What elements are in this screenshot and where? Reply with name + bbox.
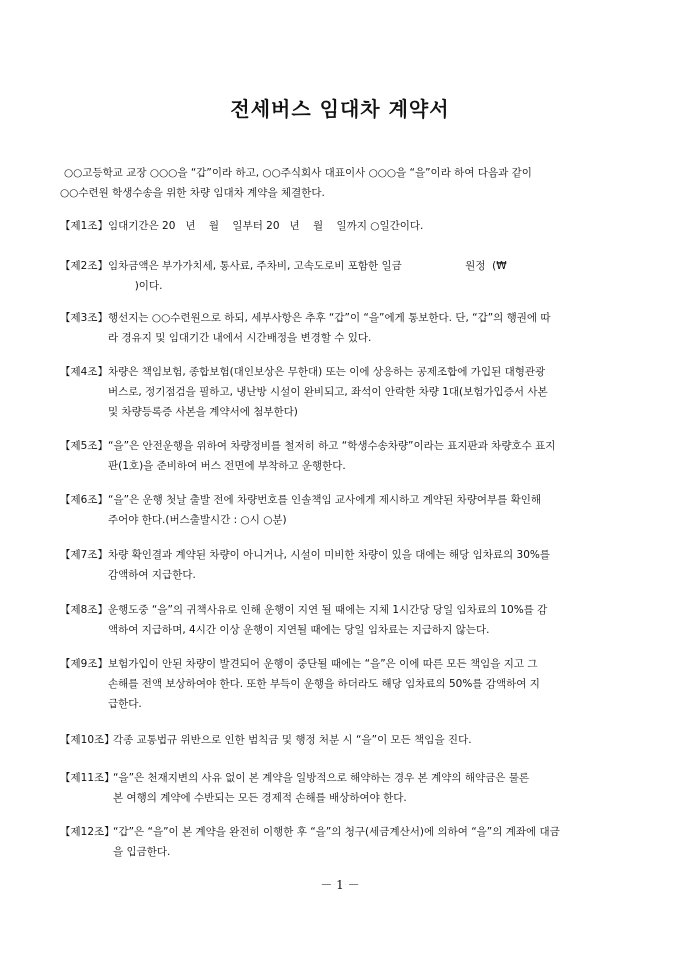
clause-line: 차량은 책임보험, 종합보험(대인보상은 무한대) 또는 이에 상응하는 공제조합에 가입된 대형관광: [108, 366, 546, 378]
clause-line: 을 입금한다.: [113, 846, 171, 858]
clause-line: 버스로, 정기점검을 필하고, 냉난방 시설이 완비되고, 좌석이 안락한 차량 1대(보험가입증서 사본: [108, 386, 548, 398]
clause-1: [60, 216, 622, 236]
clause-line: 차량 확인결과 계약된 차량이 아니거나, 시설이 미비한 차량이 있을 대에는 해당 임차료의 30%를: [108, 549, 551, 561]
clause-line: 감액하여 지급한다.: [108, 569, 196, 581]
clause-line: 각종 교통법규 위반으로 인한 범칙금 및 행정 처분 시 “을”이 모든 책임을 진다.: [113, 734, 472, 746]
clause-line: 손해를 전액 보상하여야 한다. 또한 부득이 운행을 하더라도 해당 임차료의 50%를 감액하여 지: [108, 678, 540, 690]
clause-line: 임차금액은 부가가치세, 통사료, 주차비, 고속도로비 포함한 일금 원정 (₩: [108, 260, 507, 272]
clause-body: [108, 654, 622, 714]
clause-2: [60, 256, 622, 296]
clause-line: 주어야 한다.(버스출발시간 : ○시 ○분): [108, 514, 287, 526]
clause-10: [60, 730, 622, 750]
clause-label: 【제3조】: [60, 312, 108, 324]
clause-body: [108, 490, 622, 530]
clause-8: [60, 600, 622, 640]
clause-3: [60, 308, 622, 348]
clause-label: 【제5조】: [60, 440, 108, 452]
clause-label: 【제8조】: [60, 604, 108, 616]
clause-line: 급한다.: [108, 698, 142, 710]
clause-line: 라 경유지 및 임대기간 내에서 시간배정을 변경할 수 있다.: [108, 332, 372, 344]
intro-paragraph: [60, 163, 622, 203]
clause-body: [108, 436, 622, 476]
clause-6: [60, 490, 622, 530]
clause-line: 보험가입이 안된 차량이 발견되어 운행이 중단될 때에는 “을”은 이에 따른 모든 책임을 지고 그: [108, 658, 538, 670]
page-number: － 1 －: [320, 878, 360, 892]
clause-label: 【제4조】: [60, 366, 108, 378]
clause-line: )이다.: [108, 280, 163, 292]
clause-5: [60, 436, 622, 476]
clause-line: 액하여 지급하며, 4시간 이상 운행이 지연될 때에는 당일 임차료는 지급하지 않는다.: [108, 624, 490, 636]
intro-line: ○○고등학교 교장 ○○○을 “갑”이라 하고, ○○주식회사 대표이사 ○○○을 “을”이라 하여 다음과 같이: [64, 167, 532, 179]
clause-body: [113, 822, 622, 862]
document-title: 전세버스 임대차 계약서: [230, 97, 450, 121]
clause-body: [113, 768, 622, 808]
clause-line: 행선지는 ○○수련원으로 하되, 세부사항은 추후 “갑”이 “을”에게 통보한다. 단, “갑”의 행권에 따: [108, 312, 551, 324]
clause-label: 【제11조】: [60, 772, 115, 784]
clause-line: “을”은 천재지변의 사유 없이 본 계약을 일방적으로 해약하는 경우 본 계약의 해약금은 물론: [113, 772, 530, 784]
clause-line: 및 차량등록증 사본을 계약서에 첨부한다): [108, 406, 298, 418]
clause-label: 【제6조】: [60, 494, 108, 506]
clause-body: [108, 545, 622, 585]
clause-label: 【제2조】: [60, 260, 108, 272]
clause-body: [108, 308, 622, 348]
clause-body: [113, 730, 622, 750]
clause-body: [108, 600, 622, 640]
clause-4: [60, 362, 622, 422]
clause-line: “을”은 운행 첫날 출발 전에 차량번호를 인솔책임 교사에게 제시하고 계약된 차량여부를 확인해: [108, 494, 542, 506]
clause-line: “갑”은 “을”이 본 계약을 완전히 이행한 후 “을”의 청구(세금계산서)에 의하여 “을”의 계좌에 대금: [113, 826, 560, 838]
clause-12: [60, 822, 622, 862]
clause-line: 운행도중 “을”의 귀책사유로 인해 운행이 지연 될 때에는 지체 1시간당 당일 임차료의 10%를 감: [108, 604, 548, 616]
clause-line: 본 여행의 계약에 수반되는 모든 경제적 손해를 배상하여야 한다.: [113, 792, 407, 804]
clause-body: [108, 216, 622, 236]
intro-line: ○○수련원 학생수송을 위한 차량 임대차 계약을 체결한다.: [60, 187, 325, 199]
clause-7: [60, 545, 622, 585]
clause-label: 【제12조】: [60, 826, 115, 838]
clause-line: 판(1호)을 준비하여 버스 전면에 부착하고 운행한다.: [108, 460, 346, 472]
clause-11: [60, 768, 622, 808]
clause-line: “을”은 안전운행을 위하여 차량정비를 철저히 하고 “학생수송차량”이라는 표지판과 차량호수 표지: [108, 440, 556, 452]
clause-label: 【제7조】: [60, 549, 108, 561]
clause-line: 임대기간은 20 년 월 일부터 20 년 월 일까지 ○일간이다.: [108, 220, 424, 232]
clause-label: 【제10조】: [60, 734, 115, 746]
clause-label: 【제9조】: [60, 658, 108, 670]
clause-body: [108, 256, 622, 296]
clause-body: [108, 362, 622, 422]
clause-9: [60, 654, 622, 714]
clause-label: 【제1조】: [60, 220, 108, 232]
